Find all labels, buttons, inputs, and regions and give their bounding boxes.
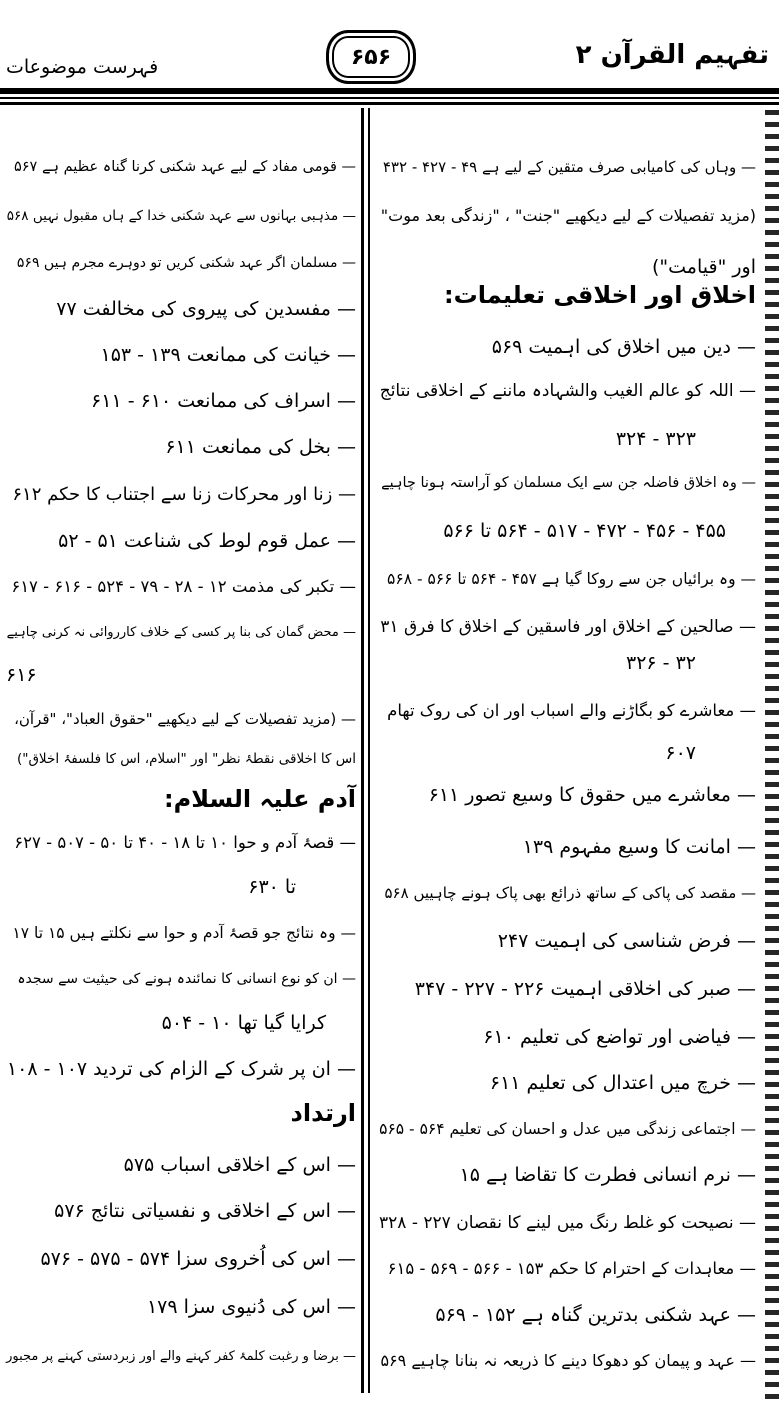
index-entry: — دین میں اخلاق کی اہمیت ۵۶۹ [491,336,756,358]
section-title: فہرست موضوعات [6,56,159,78]
index-entry: — صبر کی اخلاقی اہمیت ۲۲۶ - ۲۲۷ - ۳۴۷ [414,978,756,1000]
index-entry: — امانت کا وسیع مفہوم ۱۳۹ [522,836,756,858]
index-entry: — مفسدین کی پیروی کی مخالفت ۷۷ [56,298,356,320]
index-entry: — مسلمان اگر عہد شکنی کریں تو دوہرے مجرم ہیں ۵۶۹ [16,255,356,271]
index-entry: — (مزید تفصیلات کے لیے دیکھیے "حقوق العباد"، "قرآن، [14,710,356,728]
index-entry: — عمل قوم لوط کی شناعت ۵۱ - ۵۲ [58,530,356,552]
section-heading: ارتداد [290,1099,356,1127]
index-entry: — عہد و پیمان کو دھوکا دینے کا ذریعہ نہ بنانا چاہیے ۵۶۹ [380,1351,756,1370]
index-entry: — ان پر شرک کے الزام کی تردید ۱۰۷ - ۱۰۸ [6,1058,356,1080]
page-number: ۶۵۶ [350,44,392,70]
index-entry: (مزید تفصیلات کے لیے دیکھیے "جنت" ، "زندگی بعد موت" [380,206,756,225]
index-entry: — قصۂ آدم و حوا ۱۰ تا ۱۸ - ۴۰ تا ۵۰ - ۵۰۷ - ۶۲۷ [14,833,356,852]
index-entry: — ان کو نوع انسانی کا نمائندہ ہونے کی حیثیت سے سجدہ [17,971,356,987]
index-entry: — خیانت کی ممانعت ۱۳۹ - ۱۵۳ [100,344,356,366]
section-heading: اخلاق اور اخلاقی تعلیمات: [444,281,756,309]
index-entry: — معاشرے کو بگاڑنے والے اسباب اور ان کی روک تھام [387,701,756,720]
index-entry: — زنا اور محرکات زنا سے اجتناب کا حکم ۶۱۲ [12,484,356,505]
book-title: تفہیم القرآن ۲ [575,40,769,70]
index-entry: — وہ نتائج جو قصۂ آدم و حوا سے نکلتے ہیں ۱۵ تا ۱۷ [12,924,356,942]
index-entry: — نصیحت کو غلط رنگ میں لینے کا نقصان ۲۲۷ - ۳۲۸ [379,1213,756,1233]
index-entry-continuation: اس کا اخلاقی نقطۂ نظر" اور "اسلام، اس کا فلسفۂ اخلاق") [16,751,356,767]
index-entry: — اس کے اخلاقی اسباب ۵۷۵ [123,1154,356,1176]
index-entry: — مذہبی بہانوں سے عہد شکنی خدا کے ہاں مقبول نہیں ۵۶۸ [6,208,356,224]
index-entry: — صالحین کے اخلاق اور فاسقین کے اخلاق کا فرق ۳۱ [380,617,756,637]
index-entry-continuation: ۴۵۵ - ۴۵۶ - ۴۷۲ - ۵۱۷ - ۵۶۴ تا ۵۶۶ [443,520,726,542]
page-border-ornament [765,110,779,1400]
index-entry: — عہد شکنی بدترین گناہ ہے ۱۵۲ - ۵۶۹ [435,1304,756,1326]
index-entry: — معاہدات کے احترام کا حکم ۱۵۳ - ۵۶۶ - ۵۶۹ - ۶۱۵ [387,1259,756,1278]
column-divider [368,108,370,1393]
index-entry: — وہ برائیاں جن سے روکا گیا ہے ۴۵۷ - ۵۶۴ تا ۵۶۶ - ۵۶۸ [387,570,756,588]
header-rule [0,88,779,94]
section-heading: آدم علیہ السلام: [164,785,356,813]
header-rule [0,97,779,99]
index-entry: — وہ اخلاق فاضلہ جن سے ایک مسلمان کو آراستہ ہونا چاہیے [381,475,756,491]
index-entry: — اس کے اخلاقی و نفسیاتی نتائج ۵۷۶ [54,1200,356,1222]
index-entry: — تکبر کی مذمت ۱۲ - ۲۸ - ۷۹ - ۵۲۴ - ۶۱۶ - ۶۱۷ [11,577,356,596]
header-rule [0,102,779,105]
index-entry: — قومی مفاد کے لیے عہد شکنی کرنا گناہ عظیم ہے ۵۶۷ [13,159,356,175]
index-entry: اور "قیامت") [652,256,756,278]
index-entry: — بخل کی ممانعت ۶۱۱ [165,436,356,458]
index-entry: — مقصد کی پاکی کے ساتھ ذرائع بھی پاک ہونے چاہییں ۵۶۸ [384,884,756,902]
index-entry-continuation: ۶۱۶ [6,664,37,686]
index-entry: — فرض شناسی کی اہمیت ۲۴۷ [497,930,756,952]
index-entry: — اجتماعی زندگی میں عدل و احسان کی تعلیم ۵۶۴ - ۵۶۵ [379,1120,756,1138]
index-entry-continuation: ۳۲۳ - ۳۲۴ [615,428,696,450]
column-divider [361,108,364,1393]
index-entry: — اس کی دُنیوی سزا ۱۷۹ [146,1296,356,1318]
index-entry-continuation: تا ۶۳۰ [248,876,296,898]
index-entry: — محض گمان کی بنا پر کسی کے خلاف کارروائی نہ کرنی چاہیے [6,625,356,640]
index-entry-continuation: ۶۰۷ [665,742,696,764]
index-entry: — اللہ کو عالم الغیب والشہادہ ماننے کے اخلاقی نتائج [379,381,756,401]
index-entry: — خرچ میں اعتدال کی تعلیم ۶۱۱ [489,1072,756,1094]
index-entry: — فیاضی اور تواضع کی تعلیم ۶۱۰ [483,1026,756,1048]
index-entry-continuation: ۳۲ - ۳۲۶ [626,652,696,674]
index-entry: — برضا و رغبت کلمۂ کفر کہنے والے اور زبردستی کہنے پر مجبور [6,1349,356,1364]
page-number-seal [326,30,416,84]
index-entry: — وہاں کی کامیابی صرف متقین کے لیے ہے ۴۹ - ۴۲۷ - ۴۳۲ [382,158,756,176]
index-entry: — معاشرے میں حقوق کا وسیع تصور ۶۱۱ [428,784,756,806]
index-entry: — نرم انسانی فطرت کا تقاضا ہے ۱۵ [459,1164,756,1186]
index-entry: — اس کی اُخروی سزا ۵۷۴ - ۵۷۵ - ۵۷۶ [40,1248,356,1270]
index-entry: — اسراف کی ممانعت ۶۱۰ - ۶۱۱ [91,390,356,412]
index-entry-continuation: کرایا گیا تھا ۱۰ - ۵۰۴ [161,1012,326,1034]
